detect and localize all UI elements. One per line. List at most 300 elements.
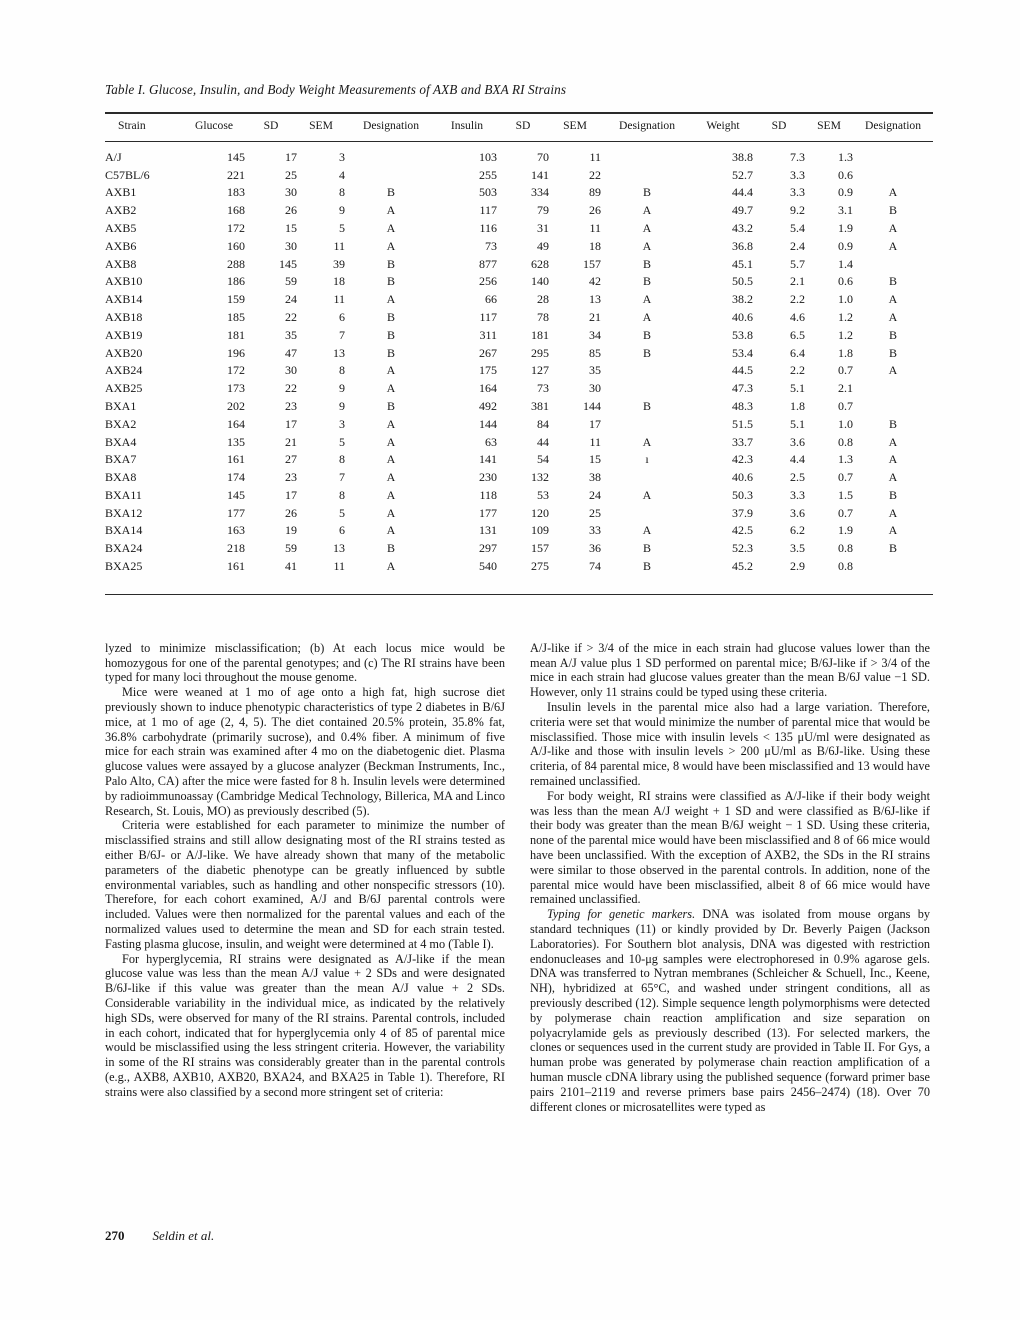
table-cell: B: [386, 274, 395, 289]
table-cell: 132: [531, 470, 549, 485]
paragraph: Insulin levels in the parental mice also had a large variation. Therefore, criteria were set that would minimize the number of parental mice that would be misclassified. Those mice with insulin levels < 135 μU/ml were designated as A/J-like and those with insulin levels > 200 μU/ml as B/6J-like. Using these criteria, of 84 parental mice, 8 would have been misclassified and 13 would have remained unclassified.: [530, 700, 930, 789]
table-cell: [601, 469, 693, 487]
table-cell: 40.6: [732, 470, 753, 485]
table-cell: 22: [285, 381, 297, 396]
strain-cell: AXB18: [105, 309, 143, 324]
table-row: [105, 487, 933, 505]
table-row: [105, 522, 933, 540]
table-cell: 44.5: [732, 363, 753, 378]
table-cell: 38: [589, 470, 601, 485]
strain-cell: BXA12: [105, 505, 143, 520]
table-cell: 11: [589, 434, 601, 449]
table-cell: B: [386, 541, 395, 556]
table-cell: 144: [479, 416, 497, 431]
table-cell: 256: [479, 274, 497, 289]
table-cell: A: [386, 452, 396, 467]
table-cell: 163: [227, 523, 245, 538]
table-cell: 381: [531, 398, 549, 413]
strain-cell: AXB25: [105, 381, 143, 396]
table-cell: 5.1: [790, 416, 805, 431]
table-cell: 196: [227, 345, 245, 360]
table-cell: 221: [227, 167, 245, 182]
table-cell: 0.8: [838, 541, 853, 556]
table-cell: ı: [645, 452, 649, 467]
table-cell: 34: [589, 327, 601, 342]
table-row: [105, 469, 933, 487]
table-cell: A: [642, 203, 652, 218]
table-cell: A: [386, 203, 396, 218]
table-cell: 21: [589, 309, 601, 324]
strain-cell: AXB19: [105, 327, 143, 342]
table-cell: A: [386, 559, 396, 574]
table-cell: 5.4: [790, 220, 805, 235]
paragraph: Typing for genetic markers. DNA was isolated from mouse organs by standard techniques (11) or kindly provided by Dr. Beverly Paigen (Jackson Laboratories). For Southern blot analysis, DNA was digested with restriction endonucleases and 10-μg samples were electrophoresed in 0.9% agarose gels. DNA was transferred to Nytran membranes (Schleicher & Schuell, Inc., Keene, NH), hybridized at 65°C, and washed under stringent conditions, all as previously described (12). Simple sequence length polymorphisms were detected by polymerase chain reaction amplification and size separation on polyacrylamide gels as previously described (13). For selected markers, the clones or sequences used in the current study are provided in Table II. For Gys, a human probe was generated by polymerase chain reaction amplification of a human muscle cDNA library using the published sequence (forward primer base pairs 2101–2119 and reverse primers base pairs 2456–2474) (18). Over 70 different clones or microsatellites were typed as: [530, 907, 930, 1114]
table-cell: 4: [339, 167, 345, 182]
table-header-row: [105, 113, 933, 141]
table-cell: 185: [227, 309, 245, 324]
table-cell: 39: [333, 256, 345, 271]
table-cell: A: [888, 452, 898, 467]
table-cell: A: [888, 470, 898, 485]
table-row: [105, 238, 933, 256]
table-cell: A: [642, 487, 652, 502]
table-cell: 230: [479, 470, 497, 485]
table-cell: 13: [589, 292, 601, 307]
table-cell: 53.8: [732, 327, 753, 342]
table-cell: 540: [479, 559, 497, 574]
table-cell: [853, 380, 933, 398]
table-cell: 2.2: [790, 292, 805, 307]
table-cell: A: [888, 185, 898, 200]
table-cell: 275: [531, 559, 549, 574]
table-cell: 51.5: [732, 416, 753, 431]
table-body: [105, 141, 933, 594]
table-cell: 1.8: [790, 398, 805, 413]
strain-cell: BXA7: [105, 452, 137, 467]
table-cell: 1.2: [838, 327, 853, 342]
table-cell: 3: [339, 416, 345, 431]
right-column: [530, 641, 930, 1115]
table-cell: 2.1: [838, 381, 853, 396]
table-cell: 19: [285, 523, 297, 538]
table-cell: 0.6: [838, 274, 853, 289]
strain-cell: AXB14: [105, 292, 143, 307]
table-row: [105, 202, 933, 220]
table-cell: B: [386, 345, 395, 360]
table-cell: 45.2: [732, 559, 753, 574]
table-cell: 24: [589, 487, 601, 502]
table-cell: 0.7: [838, 505, 853, 520]
table-cell: 181: [531, 327, 549, 342]
table-cell: 17: [285, 149, 297, 164]
table-cell: 26: [589, 203, 601, 218]
table-cell: 3.6: [790, 434, 805, 449]
table-cell: 120: [531, 505, 549, 520]
table-cell: 1.2: [838, 309, 853, 324]
table-cell: B: [642, 256, 651, 271]
table-cell: 3.5: [790, 541, 805, 556]
table-cell: B: [888, 327, 897, 342]
table-row: [105, 256, 933, 274]
paragraph: Mice were weaned at 1 mo of age onto a high fat, high sucrose diet previously shown to induce phenotypic characteristics of type 2 diabetes in B/6J mice, at 1 mo of age (2, 4, 5). The diet contained 20.5% protein, 35.8% fat, 36.8% carbohydrate (primarily sucrose), and 0.4% fiber. A minimum of five mice for each strain was examined after 4 mo on the diabetogenic diet. Plasma glucose values were assayed by a glucose analyzer (Beckman Instruments, Inc., Palo Alto, CA) after the mice were fasted for 8 h. Insulin levels were determined by radioimmunoassay (Cambridge Medical Technology, Billerica, MA and Linco Research, St. Louis, MO) as previously described (5).: [105, 685, 505, 818]
strain-cell: AXB1: [105, 185, 137, 200]
table-cell: B: [642, 559, 651, 574]
table-cell: 288: [227, 256, 245, 271]
table-cell: 297: [479, 541, 497, 556]
table-row: [105, 558, 933, 594]
strain-cell: AXB5: [105, 220, 137, 235]
table-cell: 1.0: [838, 292, 853, 307]
strain-cell: BXA14: [105, 523, 143, 538]
table-cell: 172: [227, 220, 245, 235]
table-cell: 30: [285, 238, 297, 253]
table-cell: 27: [285, 452, 297, 467]
table-row: [105, 167, 933, 185]
strain-cell: BXA2: [105, 416, 137, 431]
table-cell: A: [888, 523, 898, 538]
table-cell: 66: [485, 292, 497, 307]
paragraph: lyzed to minimize misclassification; (b) At each locus mice would be homozygous for one of the parental genotypes; and (c) The RI strains have been typed for many loci throughout the mouse genome.: [105, 640, 505, 685]
table-cell: 145: [227, 487, 245, 502]
strain-cell: BXA4: [105, 434, 137, 449]
table-cell: 0.9: [838, 185, 853, 200]
table-cell: 8: [339, 185, 345, 200]
table-cell: 0.7: [838, 363, 853, 378]
table-cell: 44: [537, 434, 549, 449]
table-cell: 1.0: [838, 416, 853, 431]
measurements-table: [105, 112, 933, 595]
table-cell: B: [386, 309, 395, 324]
table-row: [105, 220, 933, 238]
column-header: SEM: [549, 113, 601, 141]
table-cell: 48.3: [732, 398, 753, 413]
table-cell: B: [642, 274, 651, 289]
column-header: Designation: [601, 113, 693, 141]
table-cell: 37.9: [732, 505, 753, 520]
table-cell: 145: [227, 149, 245, 164]
table-cell: 30: [589, 381, 601, 396]
table-cell: 11: [589, 220, 601, 235]
table-cell: 172: [227, 363, 245, 378]
table-cell: 52.3: [732, 541, 753, 556]
table-cell: 267: [479, 345, 497, 360]
table-cell: 5: [339, 220, 345, 235]
table-cell: 15: [589, 452, 601, 467]
table-cell: 116: [479, 220, 497, 235]
table-cell: 59: [285, 274, 297, 289]
table-cell: 7.3: [790, 149, 805, 164]
table-cell: 13: [333, 541, 345, 556]
table-cell: B: [888, 345, 897, 360]
strain-cell: AXB24: [105, 363, 143, 378]
table-cell: B: [642, 541, 651, 556]
table-row: [105, 416, 933, 434]
table-cell: 54: [537, 452, 549, 467]
table-cell: 89: [589, 185, 601, 200]
table-cell: 30: [285, 185, 297, 200]
table-cell: 295: [531, 345, 549, 360]
table-cell: 8: [339, 452, 345, 467]
table-cell: 175: [479, 363, 497, 378]
table-cell: 45.1: [732, 256, 753, 271]
table-cell: 0.9: [838, 238, 853, 253]
strain-cell: BXA1: [105, 398, 137, 413]
table-cell: 78: [537, 309, 549, 324]
table-cell: 173: [227, 381, 245, 396]
table-cell: A: [386, 487, 396, 502]
table-cell: 135: [227, 434, 245, 449]
table-cell: A: [888, 363, 898, 378]
table-cell: 26: [285, 203, 297, 218]
table-cell: 174: [227, 470, 245, 485]
table-cell: A: [888, 434, 898, 449]
table-cell: 73: [537, 381, 549, 396]
table-cell: 35: [285, 327, 297, 342]
table-cell: 3: [339, 149, 345, 164]
table-cell: B: [386, 398, 395, 413]
table-cell: [345, 167, 437, 185]
table-cell: B: [386, 185, 395, 200]
table-cell: 9: [339, 398, 345, 413]
table-cell: 255: [479, 167, 497, 182]
table-cell: 50.3: [732, 487, 753, 502]
table-cell: 49.7: [732, 203, 753, 218]
table-cell: 23: [285, 470, 297, 485]
table-row: [105, 309, 933, 327]
table-cell: 44.4: [732, 185, 753, 200]
table-cell: 35: [589, 363, 601, 378]
table-cell: [853, 167, 933, 185]
table-cell: B: [888, 274, 897, 289]
table-cell: 13: [333, 345, 345, 360]
table-row: [105, 540, 933, 558]
table-cell: 11: [333, 559, 345, 574]
table-cell: 59: [285, 541, 297, 556]
table-cell: A: [642, 523, 652, 538]
table-cell: 103: [479, 149, 497, 164]
table-cell: 8: [339, 363, 345, 378]
table-cell: 6.2: [790, 523, 805, 538]
table-cell: 5: [339, 505, 345, 520]
table-cell: 183: [227, 185, 245, 200]
table-cell: 3.3: [790, 167, 805, 182]
table-cell: 7: [339, 327, 345, 342]
table-cell: 1.8: [838, 345, 853, 360]
table-cell: 0.8: [838, 434, 853, 449]
table-cell: 79: [537, 203, 549, 218]
column-header: Insulin: [437, 113, 497, 141]
table-cell: 36.8: [732, 238, 753, 253]
table-cell: 63: [485, 434, 497, 449]
table-cell: 164: [479, 381, 497, 396]
table-cell: 118: [479, 487, 497, 502]
table-cell: 17: [589, 416, 601, 431]
table-cell: 157: [583, 256, 601, 271]
table-cell: 877: [479, 256, 497, 271]
strain-cell: BXA11: [105, 487, 142, 502]
table-cell: 164: [227, 416, 245, 431]
table-cell: [601, 416, 693, 434]
table-cell: 11: [333, 292, 345, 307]
table-cell: B: [642, 398, 651, 413]
table-cell: 15: [285, 220, 297, 235]
table-cell: [853, 141, 933, 166]
table-cell: B: [642, 345, 651, 360]
strain-cell: AXB8: [105, 256, 137, 271]
table-row: [105, 505, 933, 523]
table-cell: B: [386, 256, 395, 271]
table-cell: A: [386, 434, 396, 449]
table-cell: 3.3: [790, 185, 805, 200]
table-cell: [853, 558, 933, 594]
table-cell: 42.5: [732, 523, 753, 538]
strain-cell: AXB20: [105, 345, 143, 360]
table-cell: B: [888, 416, 897, 431]
table-cell: B: [642, 327, 651, 342]
table-cell: 3.6: [790, 505, 805, 520]
table-cell: 28: [537, 292, 549, 307]
table-cell: 5.1: [790, 381, 805, 396]
table-cell: 3.3: [790, 487, 805, 502]
table-cell: 1.5: [838, 487, 853, 502]
table-cell: 9.2: [790, 203, 805, 218]
table-cell: 4.6: [790, 309, 805, 324]
table-cell: A: [888, 505, 898, 520]
table-cell: 1.4: [838, 256, 853, 271]
table-cell: 49: [537, 238, 549, 253]
table-cell: A: [888, 238, 898, 253]
table-cell: 85: [589, 345, 601, 360]
table-cell: 2.4: [790, 238, 805, 253]
strain-cell: BXA8: [105, 470, 137, 485]
table-cell: 7: [339, 470, 345, 485]
table-cell: 141: [479, 452, 497, 467]
table-row: [105, 380, 933, 398]
table-cell: 21: [285, 434, 297, 449]
table-cell: 17: [285, 487, 297, 502]
table-cell: [345, 141, 437, 166]
table-cell: 503: [479, 185, 497, 200]
column-header: Weight: [693, 113, 753, 141]
strain-cell: AXB10: [105, 274, 143, 289]
table-row: [105, 398, 933, 416]
table-cell: 24: [285, 292, 297, 307]
table-cell: 31: [537, 220, 549, 235]
column-header: Designation: [345, 113, 437, 141]
table-cell: 157: [531, 541, 549, 556]
authors-label: Seldin et al.: [152, 1228, 215, 1243]
table-cell: A: [386, 416, 396, 431]
column-header: SEM: [805, 113, 853, 141]
table-row: [105, 141, 933, 166]
strain-cell: AXB2: [105, 203, 137, 218]
table-cell: A: [642, 238, 652, 253]
table-cell: 109: [531, 523, 549, 538]
table-row: [105, 291, 933, 309]
table-cell: 74: [589, 559, 601, 574]
table-cell: 186: [227, 274, 245, 289]
table-cell: 127: [531, 363, 549, 378]
table-cell: 40.6: [732, 309, 753, 324]
table-cell: 628: [531, 256, 549, 271]
paragraph: For hyperglycemia, RI strains were designated as A/J-like if the mean glucose value was less than the mean A/J value + 2 SDs and were designated B/6J-like if this value was greater than the mean A/J value + 2 SDs. Considerable variability in the individual mice, as indicated by the relatively high SDs, were observed for many of the RI strains. Parental controls, included in each cohort, indicated that for hyperglycemia only 4 of 85 of parental mice would be misclassified using the less stringent criteria. However, the variability in some of the RI strains was considerably greater than in the parental controls (e.g., AXB8, AXB10, AXB20, BXA24, and BXA25 in Table 1). Therefore, RI strains were also classified by a second more stringent set of criteria:: [105, 951, 505, 1099]
column-header: Designation: [853, 113, 933, 141]
table-cell: 6.4: [790, 345, 805, 360]
table-cell: 26: [285, 505, 297, 520]
table-cell: 168: [227, 203, 245, 218]
table-cell: 23: [285, 398, 297, 413]
table-cell: 144: [583, 398, 601, 413]
table-cell: 311: [479, 327, 497, 342]
table-cell: A: [386, 470, 396, 485]
table-cell: 218: [227, 541, 245, 556]
column-header: Strain: [105, 113, 183, 141]
page-number: 270: [105, 1228, 125, 1243]
table-cell: 6.5: [790, 327, 805, 342]
column-header: Glucose: [183, 113, 245, 141]
table-cell: 1.3: [838, 149, 853, 164]
table-cell: 141: [531, 167, 549, 182]
table-cell: 43.2: [732, 220, 753, 235]
table-cell: 42: [589, 274, 601, 289]
table-cell: B: [386, 327, 395, 342]
table-cell: A: [888, 309, 898, 324]
table-cell: 33.7: [732, 434, 753, 449]
table-cell: A: [888, 220, 898, 235]
table-cell: 140: [531, 274, 549, 289]
table-cell: 9: [339, 381, 345, 396]
table-cell: 42.3: [732, 452, 753, 467]
table-cell: 1.9: [838, 220, 853, 235]
table-cell: 0.6: [838, 167, 853, 182]
table-cell: 38.8: [732, 149, 753, 164]
table-cell: 2.2: [790, 363, 805, 378]
table-cell: A: [386, 381, 396, 396]
table-cell: 53: [537, 487, 549, 502]
table-cell: 33: [589, 523, 601, 538]
table-cell: [853, 256, 933, 274]
table-cell: 2.5: [790, 470, 805, 485]
paragraph: For body weight, RI strains were classified as A/J-like if their body weight was less than the mean A/J weight + 1 SD and were classified as B/6J-like if their body was greater than the mean B/6J weight − 1 SD. Using these criteria, none of the parental mice would have been misclassified and 8 of 66 mice would have been unclassified. With the exception of AXB2, the SDs in the RI strains were similar to those observed in the parental controls. In addition, none of the parental mice would have been misclassified, albeit 8 of 66 mice would have remained unclassified.: [530, 788, 930, 907]
table-row: [105, 273, 933, 291]
table-cell: 1.3: [838, 452, 853, 467]
table-cell: 117: [479, 203, 497, 218]
table-cell: 145: [279, 256, 297, 271]
table-cell: 1.9: [838, 523, 853, 538]
table-row: [105, 451, 933, 469]
table-cell: 22: [589, 167, 601, 182]
table-cell: 177: [227, 505, 245, 520]
table-cell: 41: [285, 559, 297, 574]
table-cell: 161: [227, 452, 245, 467]
table-cell: 47.3: [732, 381, 753, 396]
table-cell: B: [888, 203, 897, 218]
table-cell: A: [642, 309, 652, 324]
table-cell: 47: [285, 345, 297, 360]
table-cell: A: [386, 220, 396, 235]
paragraph: Criteria were established for each parameter to minimize the number of misclassified strains and still allow designating most of the RI strains tested as either B/6J- or A/J-like. We have already shown that many of the metabolic parameters of the diabetic phenotype can be greatly influenced by subtle environmental variables, such as handling and other nonspecific stressors (10). Therefore, for each cohort examined, A/J and B/6J parental controls were included. Values were then normalized for the parental values and each of the normalized values used to determine the mean and SD for each strain tested. Fasting plasma glucose, insulin, and weight were determined at 4 mo (Table I).: [105, 818, 505, 951]
table-cell: A: [386, 238, 396, 253]
table-cell: A: [386, 505, 396, 520]
table-cell: 202: [227, 398, 245, 413]
table-cell: 0.7: [838, 470, 853, 485]
table-cell: 38.2: [732, 292, 753, 307]
table-cell: [601, 362, 693, 380]
table-cell: A: [386, 363, 396, 378]
table-cell: 8: [339, 487, 345, 502]
table-cell: 30: [285, 363, 297, 378]
column-header: SD: [245, 113, 297, 141]
